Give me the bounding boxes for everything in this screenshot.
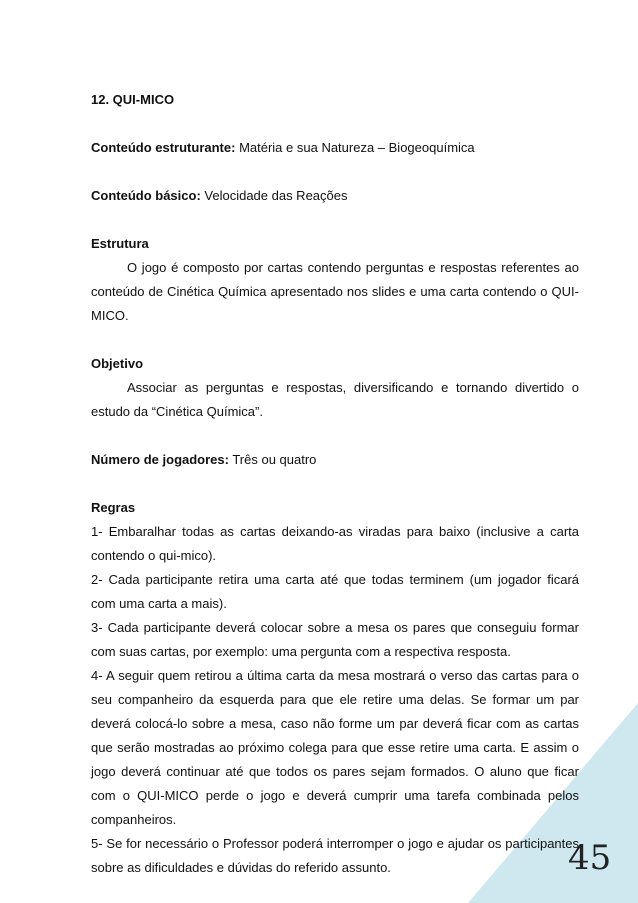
conteudo-basico-value: Velocidade das Reações bbox=[200, 188, 348, 203]
regras-heading: Regras bbox=[91, 500, 136, 515]
numero-jogadores-value: Três ou quatro bbox=[228, 452, 317, 467]
conteudo-basico bbox=[91, 184, 579, 208]
conteudo-estruturante bbox=[91, 136, 579, 160]
conteudo-basico-label: Conteúdo básico: bbox=[91, 188, 201, 203]
document-body bbox=[91, 88, 579, 880]
estrutura-heading: Estrutura bbox=[91, 236, 149, 251]
page-number: 45 bbox=[568, 838, 612, 878]
conteudo-estruturante-label: Conteúdo estruturante: bbox=[91, 140, 236, 155]
regra-item: 1- Embaralhar todas as cartas deixando-as viradas para baixo (inclusive a carta contendo o qui-mico). bbox=[91, 524, 579, 563]
estrutura-paragraph: O jogo é composto por cartas contendo perguntas e respostas referentes ao conteúdo de Cinética Química apresentado nos slides e uma carta contendo o QUI-MICO. bbox=[91, 260, 579, 323]
regra-item: 5- Se for necessário o Professor poderá interromper o jogo e ajudar os participantes sobre as dificuldades e dúvidas do referido assunto. bbox=[91, 836, 579, 875]
conteudo-estruturante-value: Matéria e sua Natureza – Biogeoquímica bbox=[235, 140, 475, 155]
numero-jogadores-label: Número de jogadores: bbox=[91, 452, 229, 467]
document-title: 12. QUI-MICO bbox=[91, 92, 175, 107]
regra-item: 3- Cada participante deverá colocar sobre a mesa os pares que conseguiu formar com suas cartas, por exemplo: uma pergunta com a respectiva resposta. bbox=[91, 620, 579, 659]
objetivo-paragraph: Associar as perguntas e respostas, diversificando e tornando divertido o estudo da “Cinética Química”. bbox=[91, 380, 579, 419]
regra-item: 4- A seguir quem retirou a última carta da mesa mostrará o verso das cartas para o seu companheiro da esquerda para que ele retire uma delas. Se formar um par deverá colocá-lo sobre a mesa, caso não forme um par deverá ficar com as cartas que serão mostradas ao próximo colega para que esse retire uma carta. E assim o jogo deverá continuar até que todos os pares sejam formados. O aluno que ficar com o QUI-MICO perde o jogo e deverá cumprir uma tarefa combinada pelos companheiros. bbox=[91, 668, 579, 827]
objetivo-heading: Objetivo bbox=[91, 356, 144, 371]
regra-item: 2- Cada participante retira uma carta até que todas terminem (um jogador ficará com uma carta a mais). bbox=[91, 572, 579, 611]
numero-jogadores bbox=[91, 448, 579, 472]
